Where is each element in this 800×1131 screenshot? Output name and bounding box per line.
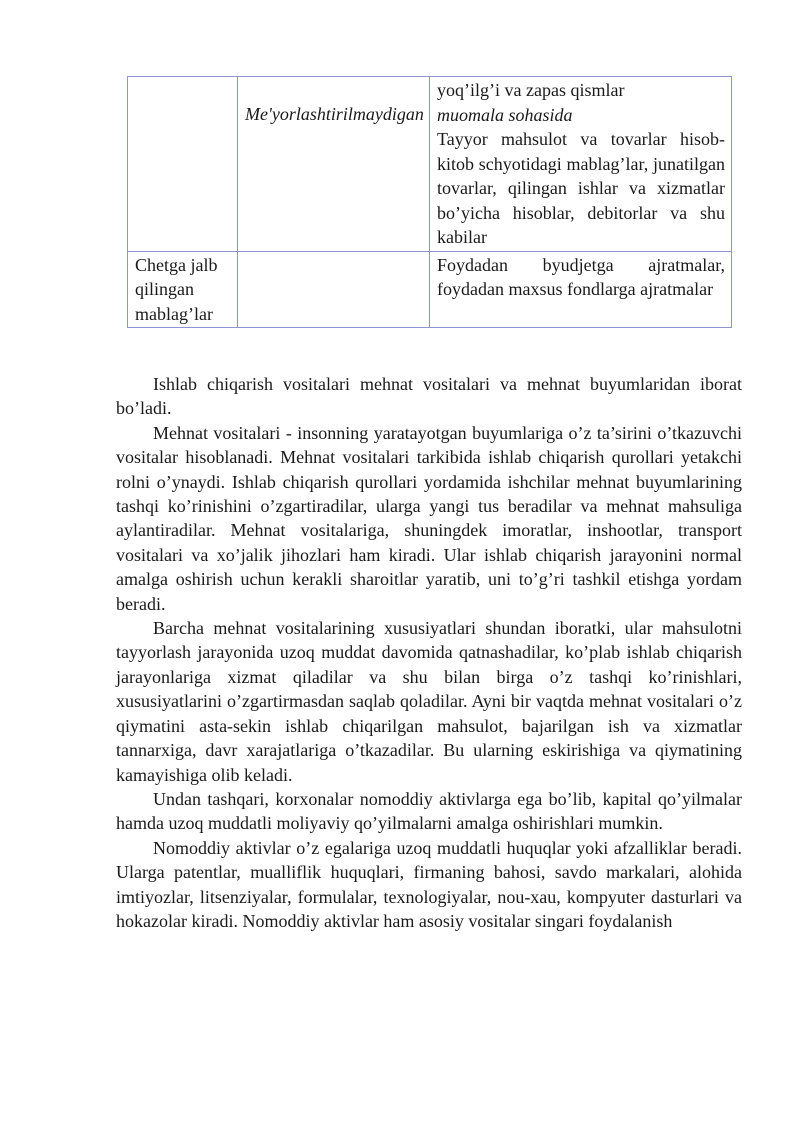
cell-line: yoq’ilg’i va zapas qismlar [437, 80, 625, 100]
table-row [128, 251, 732, 328]
cell-text: Tayyor mahsulot va tovarlar hisob-kitob schyotidagi mablag’lar, junatilgan tovarlar, qilingan ishlar va xizmatlar bo’yicha hisoblar, debitorlar va shu kabilar [437, 129, 725, 247]
body-text [116, 372, 742, 933]
assets-classification-table [127, 76, 732, 328]
table-cell [238, 251, 430, 328]
circulation-sphere-label: muomala sohasida [437, 104, 573, 125]
paragraph: Ishlab chiqarish vositalari mehnat vositalari va mehnat buyumlaridan iborat bo’ladi. [116, 374, 742, 419]
table-cell: Foydadan byudjetga ajratmalar, foydadan maxsus fondlarga ajratmalar [430, 251, 732, 328]
table-cell [238, 77, 430, 252]
paragraph: Undan tashqari, korxonalar nomoddiy aktivlarga ega bo’lib, kapital qo’yilmalar hamda uzoq muddatli moliyaviy qo’yilmalarni amalga oshirishlari mumkin. [116, 788, 742, 834]
paragraph: Nomoddiy aktivlar o’z egalariga uzoq muddatli huquqlar yoki afzalliklar beradi. Ularga patentlar, mualliflik huquqlari, firmaning bahosi, savdo markalari, alohida imtiyozlar, litsenziyalar, formulalar, texnologiyalar, nou-xau, kompyuter dasturlari va hokazolar kiradi. Nomoddiy aktivlar ham asosiy vositalar singari foydalanish [116, 837, 742, 931]
non-normalized-label: Me'yorlashtirilmaydigan [245, 104, 424, 124]
table-cell: Chetga jalb qilingan mablag’lar [128, 251, 238, 328]
paragraph: Barcha mehnat vositalarining xususiyatlari shundan iboratki, ular mahsulotni tayyorlash jarayonida uzoq muddat davomida qatnashadilar, ko’plab ishlab chiqarish jarayonlariga xizmat qiladilar va shu bilan birga o’z tashqi ko’rinishlari, xususiyatlarini o’zgartirmasdan saqlab qoladilar. Ayni bir vaqtda mehnat vositalari o’z qiymatini asta-sekin ishlab chiqarilgan mahsulot, bajarilgan ish va xizmatlar tannarxiga, davr xarajatlariga o’tkazadilar. Bu ularning eskirishiga va qiymatining kamayishiga olib keladi. [116, 618, 742, 785]
table-cell [430, 77, 732, 252]
table-cell [128, 77, 238, 252]
table-row [128, 77, 732, 252]
paragraph: Mehnat vositalari - insonning yaratayotgan buyumlariga o’z ta’sirini o’tkazuvchi vositalar hisoblanadi. Mehnat vositalari tarkibida ishlab chiqarish qurollari yetakchi rolni o’ynaydi. Ishlab chiqarish qurollari yordamida ishchilar mehnat buyumlarining tashqi ko’rinishini o’zgartiradilar, ularga yangi tus beradilar va mehnat mahsuliga aylantiradilar. Mehnat vositalariga, shuningdek imoratlar, inshootlar, transport vositalari va xo’jalik jihozlari ham kiradi. Ular ishlab chiqarish jarayonini normal amalga oshirish uchun kerakli sharoitlar yaratib, uni to’g’ri tashkil etishga yordam beradi. [116, 422, 742, 614]
